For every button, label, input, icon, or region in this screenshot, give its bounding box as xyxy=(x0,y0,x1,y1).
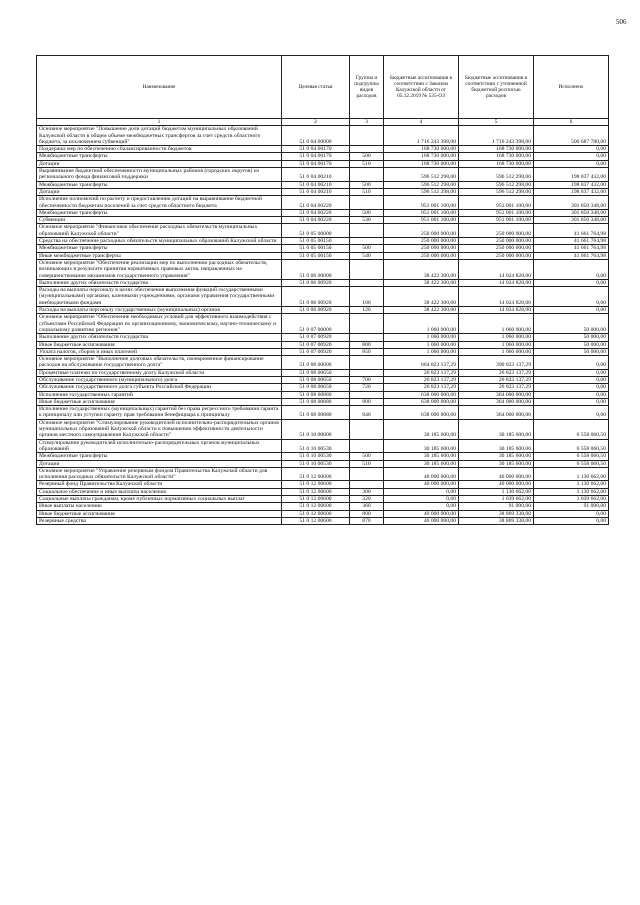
expense-group xyxy=(350,126,384,146)
target-article: 51 0 04 00210 xyxy=(282,181,350,188)
target-article: 51 0 04 00210 xyxy=(282,168,350,182)
target-article: 51 0 07 00920 xyxy=(282,334,350,341)
executed-amount: 0,00 xyxy=(534,376,609,383)
table-row xyxy=(37,348,609,355)
law-allocation: 0,00 xyxy=(384,488,459,495)
refined-allocation: 1 060 000,00 xyxy=(459,348,534,355)
table-row xyxy=(37,259,609,279)
expense-group xyxy=(350,146,384,153)
refined-allocation: 250 000 000,00 xyxy=(459,224,534,238)
col-index: 3 xyxy=(350,119,384,126)
refined-allocation: 1 130 662,00 xyxy=(459,488,534,495)
law-allocation: 40 000 000,00 xyxy=(384,510,459,517)
row-name: Иные выплаты населению xyxy=(37,503,282,510)
target-article: 51 0 10 00530 xyxy=(282,439,350,453)
refined-allocation: 1 039 662,00 xyxy=(459,496,534,503)
row-name: Исполнение государственных гарантий xyxy=(37,391,282,398)
target-article: 51 0 12 00600 xyxy=(282,503,350,510)
table-row xyxy=(37,217,609,224)
row-name: Основное мероприятие "Обеспечение реализации мер по выполнению расходных обязательств, возникающих в результате принятия нормативных правовых актов, направленных на совершенствование механизмов государственного управления" xyxy=(37,259,282,279)
executed-amount: 50 000,00 xyxy=(534,348,609,355)
executed-amount: 6 558 060,50 xyxy=(534,460,609,467)
table-row xyxy=(37,391,609,398)
expense-group: 800 xyxy=(350,398,384,405)
row-name: Дотации xyxy=(37,460,282,467)
executed-amount: 91 000,00 xyxy=(534,503,609,510)
law-allocation: 1 060 000,00 xyxy=(384,334,459,341)
expense-group: 720 xyxy=(350,384,384,391)
expense-group: 500 xyxy=(350,453,384,460)
refined-allocation: 14 024 828,00 xyxy=(459,287,534,307)
target-article: 51 0 04 00220 xyxy=(282,217,350,224)
refined-allocation: 250 000 000,00 xyxy=(459,252,534,259)
table-row xyxy=(37,503,609,510)
refined-allocation: 26 823 137,29 xyxy=(459,369,534,376)
expense-group xyxy=(350,467,384,481)
table-row xyxy=(37,314,609,334)
law-allocation: 638 000 000,00 xyxy=(384,398,459,405)
expense-group xyxy=(350,391,384,398)
table-row xyxy=(37,252,609,259)
header-law-allocations: Бюджетные ассигнования в соответствии с Законом Калужской области от 05.12.2019 № 535-ОЗ xyxy=(384,56,459,119)
table-row xyxy=(37,146,609,153)
row-name: Субвенции xyxy=(37,217,282,224)
row-name: Выполнение других обязательств государства xyxy=(37,334,282,341)
law-allocation: 40 000 000,00 xyxy=(384,481,459,488)
executed-amount: 0,00 xyxy=(534,146,609,153)
page-number: 506 xyxy=(616,18,627,26)
refined-allocation: 30 185 600,00 xyxy=(459,439,534,453)
target-article: 51 0 10 00530 xyxy=(282,460,350,467)
executed-amount: 0,00 xyxy=(534,391,609,398)
law-allocation: 596 512 298,00 xyxy=(384,168,459,182)
executed-amount: 6 558 060,50 xyxy=(534,453,609,460)
row-name: Стимулирование руководителей исполнительно-распорядительных органов муниципальных образований xyxy=(37,439,282,453)
executed-amount: 6 558 060,50 xyxy=(534,419,609,439)
table-row xyxy=(37,126,609,146)
row-name: Межбюджетные трансферты xyxy=(37,153,282,160)
law-allocation: 250 000 000,00 xyxy=(384,224,459,238)
header-executed: Исполнено xyxy=(534,56,609,119)
expense-group xyxy=(350,196,384,210)
table-row xyxy=(37,279,609,286)
table-row xyxy=(37,369,609,376)
refined-allocation: 1 716 243 398,00 xyxy=(459,126,534,146)
header-refined-allocations: Бюджетные ассигнования в соответствии с уточненной бюджетной росписью расходов xyxy=(459,56,534,119)
row-name: Дотации xyxy=(37,160,282,167)
refined-allocation: 250 000 000,00 xyxy=(459,238,534,245)
table-row xyxy=(37,467,609,481)
expense-group xyxy=(350,369,384,376)
row-name: Процентные платежи по государственному долгу Калужской области xyxy=(37,369,282,376)
row-name: Межбюджетные трансферты xyxy=(37,181,282,188)
target-article: 51 0 04 00170 xyxy=(282,153,350,160)
row-name: Выполнение других обязательств государства xyxy=(37,279,282,286)
executed-amount: 50 000,00 xyxy=(534,334,609,341)
target-article: 51 0 12 00600 xyxy=(282,488,350,495)
executed-amount: 0,00 xyxy=(534,160,609,167)
refined-allocation: 1 060 000,00 xyxy=(459,314,534,334)
table-row xyxy=(37,181,609,188)
law-allocation: 951 001 100,00 xyxy=(384,209,459,216)
row-name: Исполнение полномочий по расчету и предоставлению дотаций на выравнивание бюджетной обеспеченности бюджетам поселений за счет средств областного бюджета xyxy=(37,196,282,210)
refined-allocation: 40 000 000,00 xyxy=(459,481,534,488)
row-name: Выравнивание бюджетной обеспеченности муниципальных районов (городских округов) из регионального фонда финансовой поддержки xyxy=(37,168,282,182)
executed-amount: 0,00 xyxy=(534,398,609,405)
col-index: 5 xyxy=(459,119,534,126)
expense-group: 100 xyxy=(350,287,384,307)
executed-amount: 0,00 xyxy=(534,356,609,370)
target-article: 51 0 12 00600 xyxy=(282,510,350,517)
refined-allocation: 364 000 000,00 xyxy=(459,406,534,420)
law-allocation: 26 823 137,29 xyxy=(384,369,459,376)
executed-amount: 50 000,00 xyxy=(534,314,609,334)
law-allocation: 38 422 300,00 xyxy=(384,287,459,307)
row-name: Резервный фонд Правительства Калужской области xyxy=(37,481,282,488)
table-row xyxy=(37,356,609,370)
row-name: Межбюджетные трансферты xyxy=(37,453,282,460)
refined-allocation: 596 512 298,00 xyxy=(459,181,534,188)
expense-group: 500 xyxy=(350,153,384,160)
executed-amount: 0,00 xyxy=(534,384,609,391)
header-name: Наименование xyxy=(37,56,282,119)
target-article: 51 0 07 00920 xyxy=(282,348,350,355)
expense-group: 870 xyxy=(350,517,384,524)
refined-allocation: 14 024 828,00 xyxy=(459,279,534,286)
target-article: 51 0 05 00150 xyxy=(282,245,350,252)
refined-allocation: 1 060 000,00 xyxy=(459,334,534,341)
table-row xyxy=(37,334,609,341)
executed-amount: 0,00 xyxy=(534,153,609,160)
table-row xyxy=(37,307,609,314)
refined-allocation: 596 512 298,00 xyxy=(459,168,534,182)
executed-amount: 1 130 662,00 xyxy=(534,488,609,495)
executed-amount: 6 558 060,50 xyxy=(534,439,609,453)
law-allocation: 168 730 000,00 xyxy=(384,146,459,153)
law-allocation: 596 512 298,00 xyxy=(384,188,459,195)
col-index: 2 xyxy=(282,119,350,126)
executed-amount: 1 039 662,00 xyxy=(534,496,609,503)
executed-amount: 41 661 764,98 xyxy=(534,252,609,259)
table-row xyxy=(37,376,609,383)
target-article: 51 0 06 00920 xyxy=(282,287,350,307)
row-name: Основное мероприятие "Обеспечение необходимых условий для эффективного взаимодействия с субъектами Российской Федерации по организационному, экономическому, научно-техническому и социальному развитию регионов" xyxy=(37,314,282,334)
executed-amount: 0,00 xyxy=(534,406,609,420)
executed-amount: 198 837 432,00 xyxy=(534,168,609,182)
refined-allocation: 596 512 298,00 xyxy=(459,188,534,195)
table-row xyxy=(37,341,609,348)
table-row xyxy=(37,153,609,160)
row-name: Уплата налогов, сборов и иных платежей xyxy=(37,348,282,355)
target-article: 51 0 04 00170 xyxy=(282,160,350,167)
expense-group xyxy=(350,168,384,182)
refined-allocation: 26 823 137,29 xyxy=(459,376,534,383)
target-article: 51 0 05 00150 xyxy=(282,252,350,259)
law-allocation: 638 000 000,00 xyxy=(384,406,459,420)
executed-amount: 198 837 432,00 xyxy=(534,181,609,188)
law-allocation: 1 060 000,00 xyxy=(384,348,459,355)
row-name: Основное мероприятие "Финансовое обеспечение расходных обязательств муниципальных образований Калужской области" xyxy=(37,224,282,238)
expense-group xyxy=(350,419,384,439)
row-name: Обслуживание государственного (муниципального) долга xyxy=(37,376,282,383)
table-row xyxy=(37,488,609,495)
row-name: Иные бюджетные ассигнования xyxy=(37,398,282,405)
refined-allocation: 390 823 137,29 xyxy=(459,356,534,370)
refined-allocation: 26 823 137,29 xyxy=(459,384,534,391)
row-name: Социальные выплаты гражданам, кроме публичных нормативных социальных выплат xyxy=(37,496,282,503)
header-row xyxy=(37,56,609,119)
table-row xyxy=(37,406,609,420)
table-row xyxy=(37,287,609,307)
executed-amount: 50 000,00 xyxy=(534,341,609,348)
table-row xyxy=(37,384,609,391)
executed-amount: 41 661 764,98 xyxy=(534,224,609,238)
row-name: Расходы на выплаты персоналу в целях обеспечения выполнения функций государственными (муниципальными) органами, казенными учреждениями, органами управления государственными внебюджетными фондами xyxy=(37,287,282,307)
refined-allocation: 168 730 000,00 xyxy=(459,153,534,160)
target-article: 51 0 07 00920 xyxy=(282,341,350,348)
refined-allocation: 14 024 828,00 xyxy=(459,307,534,314)
expense-group: 500 xyxy=(350,209,384,216)
refined-allocation: 1 060 000,00 xyxy=(459,341,534,348)
target-article: 51 0 06 00000 xyxy=(282,259,350,279)
target-article: 51 0 04 00220 xyxy=(282,196,350,210)
law-allocation: 664 823 137,29 xyxy=(384,356,459,370)
expense-group: 800 xyxy=(350,341,384,348)
target-article: 51 0 12 00000 xyxy=(282,467,350,481)
target-article: 51 0 08 00880 xyxy=(282,398,350,405)
law-allocation: 0,00 xyxy=(384,496,459,503)
law-allocation: 38 422 300,00 xyxy=(384,307,459,314)
expense-group xyxy=(350,439,384,453)
row-name: Основное мероприятие "Стимулирование руководителей исполнительно-распорядительных органов муниципальных образований Калужской области к повышению эффективности деятельности органов местного самоуправления Калужской области" xyxy=(37,419,282,439)
target-article: 51 0 08 00000 xyxy=(282,356,350,370)
refined-allocation: 40 000 000,00 xyxy=(459,467,534,481)
target-article: 51 0 12 00600 xyxy=(282,496,350,503)
executed-amount: 0,00 xyxy=(534,510,609,517)
expense-group xyxy=(350,334,384,341)
target-article: 51 0 08 00650 xyxy=(282,384,350,391)
header-expense-groups: Группы и подгруппы видов расходов xyxy=(350,56,384,119)
law-allocation: 951 001 100,00 xyxy=(384,196,459,210)
row-name: Исполнение государственных (муниципальных) гарантий без права регрессного требования гаранта к принципалу или уступки гаранту прав требования бенефициара к принципалу xyxy=(37,406,282,420)
target-article: 51 0 07 00000 xyxy=(282,314,350,334)
refined-allocation: 250 000 000,00 xyxy=(459,245,534,252)
row-name: Иные бюджетные ассигнования xyxy=(37,510,282,517)
refined-allocation: 951 001 100,00 xyxy=(459,217,534,224)
table-row xyxy=(37,517,609,524)
law-allocation: 30 185 600,00 xyxy=(384,439,459,453)
executed-amount: 0,00 xyxy=(534,287,609,307)
table-row xyxy=(37,196,609,210)
expense-group: 510 xyxy=(350,460,384,467)
table-row xyxy=(37,460,609,467)
executed-amount: 198 837 432,00 xyxy=(534,188,609,195)
law-allocation: 30 185 600,00 xyxy=(384,460,459,467)
row-name: Социальное обеспечение и иные выплаты населению xyxy=(37,488,282,495)
expense-group: 320 xyxy=(350,496,384,503)
row-name: Средства на обеспечение расходных обязательств муниципальных образований Калужской области xyxy=(37,238,282,245)
target-article: 51 0 10 00530 xyxy=(282,453,350,460)
refined-allocation: 14 024 828,00 xyxy=(459,259,534,279)
target-article: 51 0 04 00000 xyxy=(282,126,350,146)
target-article: 51 0 12 00600 xyxy=(282,481,350,488)
expense-group: 850 xyxy=(350,348,384,355)
law-allocation: 0,00 xyxy=(384,503,459,510)
table-row xyxy=(37,209,609,216)
executed-amount: 301 850 348,00 xyxy=(534,196,609,210)
target-article: 51 0 04 00220 xyxy=(282,209,350,216)
target-article: 51 0 10 00000 xyxy=(282,419,350,439)
table-row xyxy=(37,453,609,460)
row-name: Обслуживание государственного долга субъекта Российской Федерации xyxy=(37,384,282,391)
expense-group: 540 xyxy=(350,252,384,259)
refined-allocation: 951 001 100,00 xyxy=(459,209,534,216)
table-row xyxy=(37,238,609,245)
expense-group xyxy=(350,356,384,370)
refined-allocation: 30 185 600,00 xyxy=(459,453,534,460)
law-allocation: 168 730 000,00 xyxy=(384,153,459,160)
law-allocation: 1 060 000,00 xyxy=(384,314,459,334)
law-allocation: 250 000 000,00 xyxy=(384,238,459,245)
executed-amount: 301 850 348,00 xyxy=(534,209,609,216)
target-article: 51 0 08 00880 xyxy=(282,406,350,420)
law-allocation: 40 000 000,00 xyxy=(384,467,459,481)
table-row xyxy=(37,481,609,488)
expense-group xyxy=(350,279,384,286)
law-allocation: 40 000 000,00 xyxy=(384,517,459,524)
row-name: Межбюджетные трансферты xyxy=(37,245,282,252)
law-allocation: 596 512 298,00 xyxy=(384,181,459,188)
col-index: 1 xyxy=(37,119,282,126)
refined-allocation: 38 869 338,00 xyxy=(459,517,534,524)
header-target-article: Целевая статья xyxy=(282,56,350,119)
column-index-row xyxy=(37,119,609,126)
law-allocation: 26 823 137,29 xyxy=(384,384,459,391)
refined-allocation: 30 185 600,00 xyxy=(459,419,534,439)
table-row xyxy=(37,398,609,405)
table-row xyxy=(37,188,609,195)
expense-group: 840 xyxy=(350,406,384,420)
expense-group xyxy=(350,259,384,279)
law-allocation: 638 000 000,00 xyxy=(384,391,459,398)
target-article: 51 0 06 00920 xyxy=(282,307,350,314)
target-article: 51 0 06 00920 xyxy=(282,279,350,286)
table-row xyxy=(37,439,609,453)
row-name: Основное мероприятие "Повышение доли дотаций бюджетам муниципальных образований Калужской области в общем объеме межбюджетных трансфертов за счет средств областного бюджета, за исключением субвенций" xyxy=(37,126,282,146)
law-allocation: 250 000 000,00 xyxy=(384,245,459,252)
row-name: Расходы на выплаты персоналу государственных (муниципальных) органов xyxy=(37,307,282,314)
expense-group: 360 xyxy=(350,503,384,510)
law-allocation: 1 716 243 398,00 xyxy=(384,126,459,146)
law-allocation: 26 823 137,29 xyxy=(384,376,459,383)
target-article: 51 0 05 00000 xyxy=(282,224,350,238)
executed-amount: 1 130 662,00 xyxy=(534,481,609,488)
budget-table xyxy=(36,55,609,525)
executed-amount: 0,00 xyxy=(534,259,609,279)
row-name: Иные бюджетные ассигнования xyxy=(37,341,282,348)
law-allocation: 1 060 000,00 xyxy=(384,341,459,348)
table-row xyxy=(37,168,609,182)
executed-amount: 0,00 xyxy=(534,517,609,524)
refined-allocation: 38 869 338,00 xyxy=(459,510,534,517)
expense-group: 120 xyxy=(350,307,384,314)
expense-group: 510 xyxy=(350,188,384,195)
law-allocation: 30 185 600,00 xyxy=(384,419,459,439)
expense-group xyxy=(350,481,384,488)
executed-amount: 500 687 780,00 xyxy=(534,126,609,146)
expense-group: 530 xyxy=(350,217,384,224)
executed-amount: 41 661 764,98 xyxy=(534,238,609,245)
row-name: Дотации xyxy=(37,188,282,195)
executed-amount: 301 850 348,00 xyxy=(534,217,609,224)
target-article: 51 0 08 00650 xyxy=(282,369,350,376)
executed-amount: 0,00 xyxy=(534,307,609,314)
table-row xyxy=(37,510,609,517)
refined-allocation: 364 000 000,00 xyxy=(459,391,534,398)
refined-allocation: 91 000,00 xyxy=(459,503,534,510)
table-row xyxy=(37,496,609,503)
refined-allocation: 30 185 600,00 xyxy=(459,460,534,467)
executed-amount: 1 130 662,00 xyxy=(534,467,609,481)
table-row xyxy=(37,245,609,252)
expense-group xyxy=(350,314,384,334)
expense-group xyxy=(350,238,384,245)
row-name: Основное мероприятие "Управление резервным фондом Правительства Калужской области для исполнения расходных обязательств Калужской области" xyxy=(37,467,282,481)
expense-group: 500 xyxy=(350,181,384,188)
law-allocation: 30 185 600,00 xyxy=(384,453,459,460)
expense-group xyxy=(350,224,384,238)
law-allocation: 38 422 300,00 xyxy=(384,259,459,279)
law-allocation: 250 000 000,00 xyxy=(384,252,459,259)
executed-amount: 0,00 xyxy=(534,279,609,286)
col-index: 6 xyxy=(534,119,609,126)
refined-allocation: 168 730 000,00 xyxy=(459,160,534,167)
row-name: Межбюджетные трансферты xyxy=(37,209,282,216)
executed-amount: 0,00 xyxy=(534,369,609,376)
table-row xyxy=(37,419,609,439)
executed-amount: 41 661 764,98 xyxy=(534,245,609,252)
law-allocation: 951 001 100,00 xyxy=(384,217,459,224)
refined-allocation: 364 000 000,00 xyxy=(459,398,534,405)
target-article: 51 0 08 00880 xyxy=(282,391,350,398)
expense-group: 700 xyxy=(350,376,384,383)
row-name: Поддержка мер по обеспечению сбалансированности бюджетов xyxy=(37,146,282,153)
table-row xyxy=(37,224,609,238)
law-allocation: 38 422 300,00 xyxy=(384,279,459,286)
expense-group: 500 xyxy=(350,245,384,252)
table-row xyxy=(37,160,609,167)
target-article: 51 0 04 00210 xyxy=(282,188,350,195)
expense-group: 800 xyxy=(350,510,384,517)
target-article: 51 0 05 00150 xyxy=(282,238,350,245)
law-allocation: 168 730 000,00 xyxy=(384,160,459,167)
target-article: 51 0 08 00650 xyxy=(282,376,350,383)
row-name: Основное мероприятие "Выполнение долговых обязательств, своевременное финансирование расходов на обслуживание государственного долга" xyxy=(37,356,282,370)
refined-allocation: 951 001 100,00 xyxy=(459,196,534,210)
expense-group: 300 xyxy=(350,488,384,495)
target-article: 51 0 12 00600 xyxy=(282,517,350,524)
target-article: 51 0 04 00170 xyxy=(282,146,350,153)
row-name: Резервные средства xyxy=(37,517,282,524)
refined-allocation: 168 730 000,00 xyxy=(459,146,534,153)
row-name: Иные межбюджетные трансферты xyxy=(37,252,282,259)
col-index: 4 xyxy=(384,119,459,126)
expense-group: 510 xyxy=(350,160,384,167)
